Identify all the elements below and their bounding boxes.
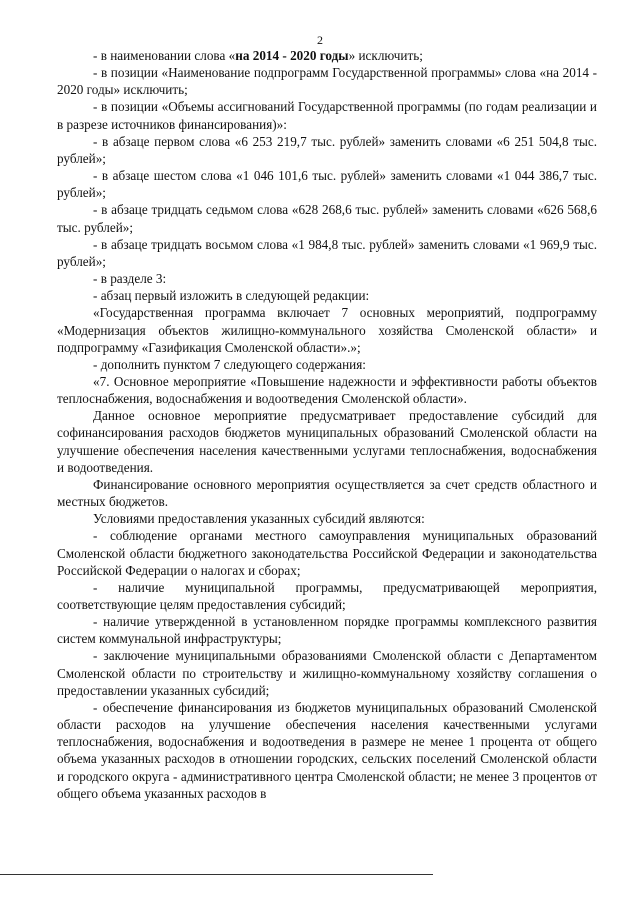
paragraph-title-amendment	[57, 47, 597, 64]
paragraph: - заключение муниципальными образованиями Смоленской области с Департаментом Смоленской области по строительству и жилищно-коммунальному хозяйству соглашения о предоставлении указанных субсидий;	[57, 648, 597, 698]
paragraph: - в позиции «Объемы ассигнований Государственной программы (по годам реализации и в разрезе источников финансирования)»:	[57, 99, 597, 132]
paragraph: - в абзаце первом слова «6 253 219,7 тыс. рублей» заменить словами «6 251 504,8 тыс. рублей»;	[57, 133, 597, 166]
bold-years-phrase: на 2014 - 2020 годы	[235, 48, 349, 63]
paragraph-text-pre: - в наименовании слова «	[93, 48, 236, 63]
paragraph: - обеспечение финансирования из бюджетов муниципальных образований Смоленской области расходов на улучшение обеспечения населения качественными услугами теплоснабжения, водоснабжения и водоотведения в размере не менее 1 процента от общего объема указанных расходов в отношении городских, сельских поселений Смоленской области и городского округа - административного центра Смоленской области; не менее 3 процентов от общего объема указанных расходов в	[57, 699, 597, 801]
page-number: 2	[317, 33, 323, 47]
paragraph: - абзац первый изложить в следующей редакции:	[93, 288, 370, 304]
paragraph: - в позиции «Наименование подпрограмм Государственной программы» слова «на 2014 - 2020 годы» исключить;	[57, 65, 597, 98]
paragraph: Финансирование основного мероприятия осуществляется за счет средств областного и местных бюджетов.	[57, 476, 597, 510]
paragraph-text-post: » исключить;	[348, 48, 423, 63]
paragraph: «7. Основное мероприятие «Повышение надежности и эффективности работы объектов теплоснабжения, водоснабжения и водоотведения Смоленской области».	[57, 373, 597, 407]
paragraph: - в разделе 3:	[93, 271, 167, 287]
document-body	[57, 47, 597, 802]
paragraph: - наличие муниципальной программы, предусматривающей мероприятия, соответствующие целям предоставления субсидий;	[57, 579, 597, 612]
paragraph: - в абзаце шестом слова «1 046 101,6 тыс. рублей» заменить словами «1 044 386,7 тыс. рублей»;	[57, 168, 597, 201]
paragraph: - наличие утвержденной в установленном порядке программы комплексного развития систем коммунальной инфраструктуры;	[57, 614, 597, 647]
paragraph: «Государственная программа включает 7 основных мероприятий, подпрограмму «Модернизация объектов жилищно-коммунального хозяйства Смоленской области» и подпрограмму «Газификация Смоленской области».»;	[57, 305, 597, 355]
paragraph: - в абзаце тридцать седьмом слова «628 268,6 тыс. рублей» заменить словами «626 568,6 тыс. рублей»;	[57, 202, 597, 235]
paragraph: - соблюдение органами местного самоуправления муниципальных образований Смоленской области бюджетного законодательства Российской Федерации и законодательства Российской Федерации о налогах и сборах;	[57, 528, 597, 578]
footer-divider	[0, 874, 433, 875]
paragraph: - в абзаце тридцать восьмом слова «1 984,8 тыс. рублей» заменить словами «1 969,9 тыс. рублей»;	[57, 236, 597, 269]
paragraph: - дополнить пунктом 7 следующего содержания:	[93, 356, 366, 372]
paragraph: Условиями предоставления указанных субсидий являются:	[93, 511, 425, 527]
paragraph: Данное основное мероприятие предусматривает предоставление субсидий для софинансирования расходов бюджетов муниципальных образований Смоленской области на улучшение обеспечения населения качественными услугами теплоснабжения, водоснабжения и водоотведения.	[57, 408, 597, 475]
